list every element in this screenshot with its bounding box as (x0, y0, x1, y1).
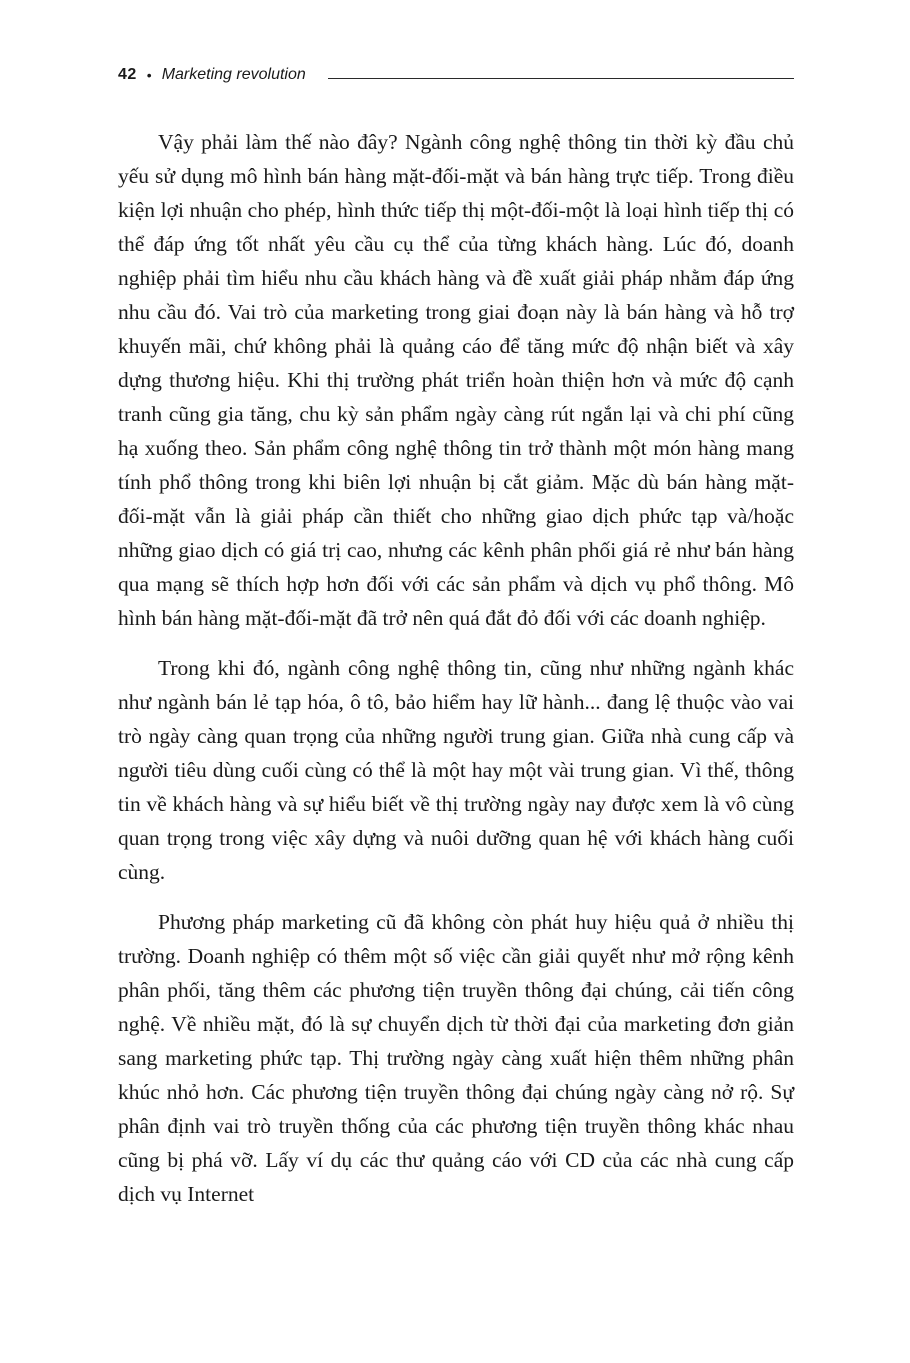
header-bullet: • (146, 67, 152, 83)
paragraph-2: Trong khi đó, ngành công nghệ thông tin, cũng như những ngành khác như ngành bán lẻ tạp hóa, ô tô, bảo hiểm hay lữ hành... đang lệ thuộc vào vai trò ngày càng quan trọng của những người trung gian. Giữa nhà cung cấp và người tiêu dùng cuối cùng có thể là một hay một vài trung gian. Vì thế, thông tin về khách hàng và sự hiểu biết về thị trường ngày nay được xem là vô cùng quan trọng trong việc xây dựng và nuôi dưỡng quan hệ với khách hàng cuối cùng. (118, 656, 794, 884)
header-rule (328, 78, 794, 79)
paragraph-3: Phương pháp marketing cũ đã không còn phát huy hiệu quả ở nhiều thị trường. Doanh nghiệp có thêm một số việc cần giải quyết như mở rộng kênh phân phối, tăng thêm các phương tiện truyền thông đại chúng, cải tiến công nghệ. Về nhiều mặt, đó là sự chuyển dịch từ thời đại của marketing đơn giản sang marketing phức tạp. Thị trường ngày càng xuất hiện thêm những phân khúc nhỏ hơn. Các phương tiện truyền thông đại chúng ngày càng nở rộ. Sự phân định vai trò truyền thống của các phương tiện truyền thông khác nhau cũng bị phá vỡ. Lấy ví dụ các thư quảng cáo với CD của các nhà cung cấp dịch vụ Internet (118, 910, 794, 1206)
paragraph-1: Vậy phải làm thế nào đây? Ngành công nghệ thông tin thời kỳ đầu chủ yếu sử dụng mô hình bán hàng mặt-đối-mặt và bán hàng trực tiếp. Trong điều kiện lợi nhuận cho phép, hình thức tiếp thị một-đối-một là loại hình tiếp thị có thể đáp ứng tốt nhất yêu cầu cụ thể của từng khách hàng. Lúc đó, doanh nghiệp phải tìm hiểu nhu cầu khách hàng và đề xuất giải pháp nhằm đáp ứng nhu cầu đó. Vai trò của marketing trong giai đoạn này là bán hàng và hỗ trợ khuyến mãi, chứ không phải là quảng cáo để tăng mức độ nhận biết và xây dựng thương hiệu. Khi thị trường phát triển hoàn thiện hơn và mức độ cạnh tranh cũng gia tăng, chu kỳ sản phẩm ngày càng rút ngắn lại và chi phí cũng hạ xuống theo. Sản phẩm công nghệ thông tin trở thành một món hàng mang tính phổ thông trong khi biên lợi nhuận bị cắt giảm. Mặc dù bán hàng mặt-đối-mặt vẫn là giải pháp cần thiết cho những giao dịch phức tạp và/hoặc những giao dịch có giá trị cao, nhưng các kênh phân phối giá rẻ như bán hàng qua mạng sẽ thích hợp hơn đối với các sản phẩm và dịch vụ phổ thông. Mô hình bán hàng mặt-đối-mặt đã trở nên quá đắt đỏ đối với các doanh nghiệp. (118, 130, 794, 630)
body-text (118, 125, 794, 1227)
page-number: 42 (118, 66, 137, 83)
running-header (118, 62, 794, 88)
book-title: Marketing revolution (161, 66, 306, 83)
